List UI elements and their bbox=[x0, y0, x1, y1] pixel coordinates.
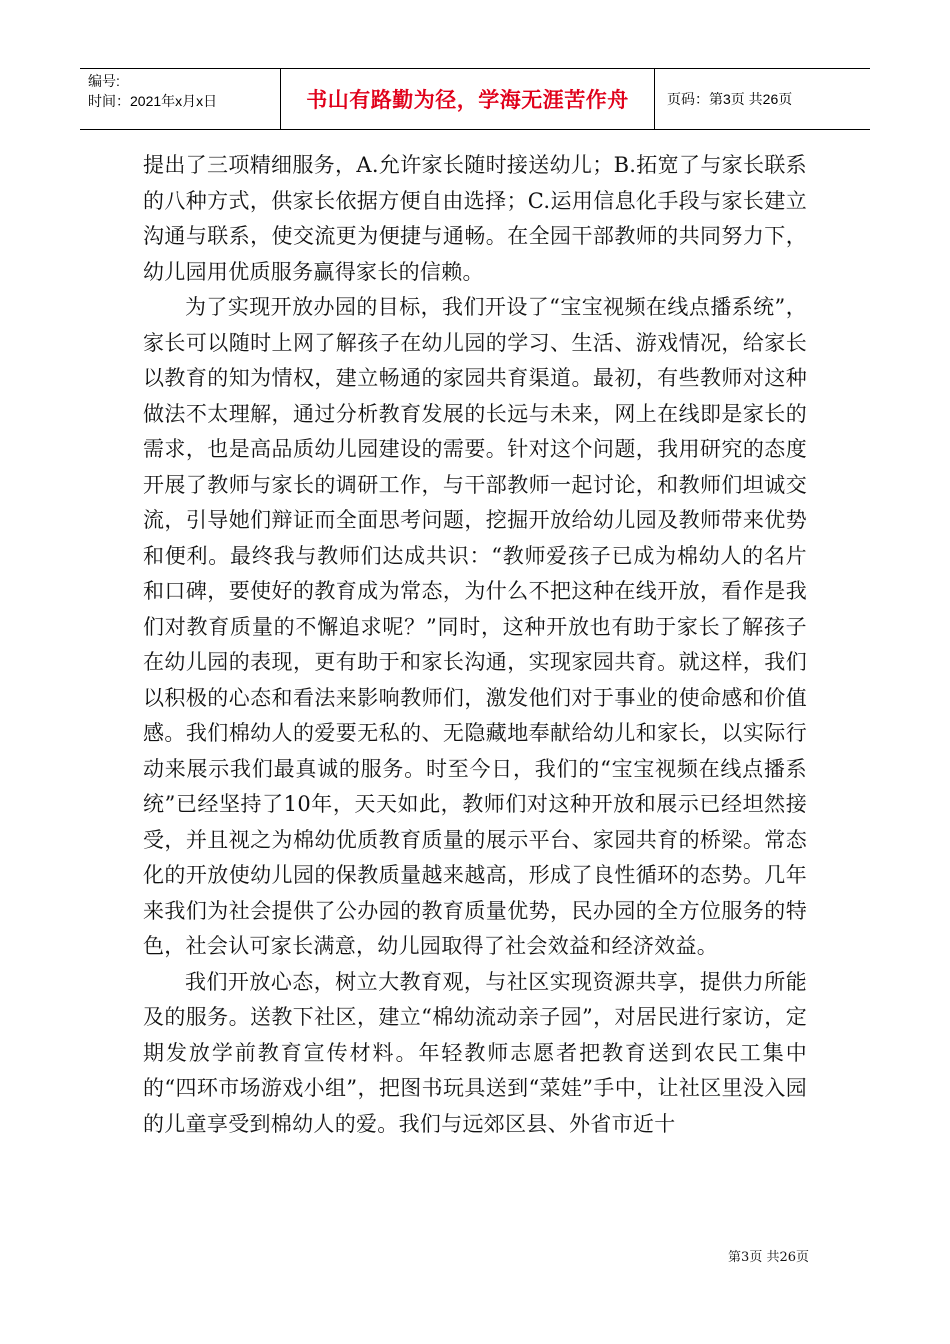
document-number-label: 编号: bbox=[88, 73, 120, 89]
document-body bbox=[143, 148, 807, 1142]
paragraph-community: 我们开放心态，树立大教育观，与社区实现资源共享，提供力所能及的服务。送教下社区，建立“棉幼流动亲子园”，对居民进行家访，定期发放学前教育宣传材料。年轻教师志愿者把教育送到农民工集中的“四环市场游戏小组”，把图书玩具送到“菜娃”手中，让社区里没入园的儿童享受到棉幼人的爱。我们与远郊区县、外省市近十 bbox=[143, 969, 807, 1136]
page-header bbox=[80, 68, 870, 130]
header-meta bbox=[80, 69, 281, 129]
paragraph-open-kindergarten: 为了实现开放办园的目标，我们开设了“宝宝视频在线点播系统”，家长可以随时上网了解孩子在幼儿园的学习、生活、游戏情况，给家长以教育的知为情权，建立畅通的家园共育渠道。最初，有些教师对这种做法不太理解，通过分析教育发展的长远与未来，网上在线即是家长的需求，也是高品质幼儿园建设的需要。针对这个问题，我用研究的态度开展了教师与家长的调研工作，与干部教师一起讨论，和教师们坦诚交流，引导她们辩证而全面思考问题，挖掘开放给幼儿园及教师带来优势和便利。最终我与教师们达成共识：“教师爱孩子已成为棉幼人的名片和口碑，要使好的教育成为常态，为什么不把这种在线开放，看作是我们对教育质量的不懈追求呢？”同时，这种开放也有助于家长了解孩子在幼儿园的表现，更有助于和家长沟通，实现家园共育。就这样，我们以积极的心态和看法来影响教师们，激发他们对于事业的使命感和价值感。我们棉幼人的爱要无私的、无隐藏地奉献给幼儿和家长，以实际行动来展示我们最真诚的服务。时至今日，我们的“宝宝视频在线点播系统”已经坚持了10年，天天如此，教师们对这种开放和展示已经坦然接受，并且视之为棉幼优质教育质量的展示平台、家园共育的桥梁。常态化的开放使幼儿园的保教质量越来越高，形成了良性循环的态势。几年来我们为社会提供了公办园的教育质量优势，民办园的全方位服务的特色，社会认可家长满意，幼儿园取得了社会效益和经济效益。 bbox=[143, 295, 807, 958]
header-page-code: 页码：第3页 共26页 bbox=[667, 91, 793, 107]
paragraph-continued: 提出了三项精细服务，A.允许家长随时接送幼儿；B.拓宽了与家长联系的八种方式，供家长依据方便自由选择；C.运用信息化手段与家长建立沟通与联系，使交流更为便捷与通畅。在全园干部教师的共同努力下，幼儿园用优质服务赢得家长的信赖。 bbox=[143, 153, 807, 284]
header-motto: 书山有路勤为径，学海无涯苦作舟 bbox=[281, 69, 655, 129]
document-time-label: 时间：2021年x月x日 bbox=[88, 93, 218, 109]
page-footer: 第3页 共26页 bbox=[728, 1250, 809, 1265]
